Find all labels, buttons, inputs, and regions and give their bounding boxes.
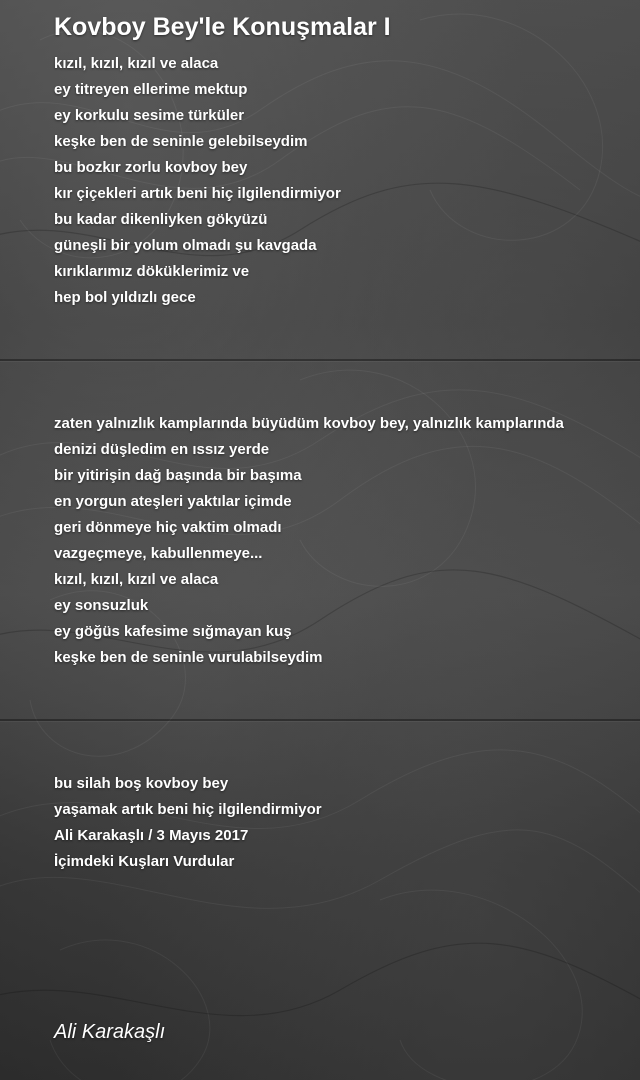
section-divider <box>0 359 640 361</box>
poem-author: Ali Karakaşlı <box>54 1021 166 1043</box>
poem-line: kızıl, kızıl, kızıl ve alaca <box>54 571 219 588</box>
poem-line: vazgeçmeye, kabullenmeye... <box>54 545 263 562</box>
poem-line: ey titreyen ellerime mektup <box>54 81 248 98</box>
poem-line: yaşamak artık beni hiç ilgilendirmiyor <box>54 801 322 818</box>
poem-title: Kovboy Bey'le Konuşmalar I <box>54 13 391 41</box>
poem-line: bu kadar dikenliyken gökyüzü <box>54 211 268 228</box>
poem-line: keşke ben de seninle gelebilseydim <box>54 133 308 150</box>
stanza-2 <box>54 411 564 671</box>
poem-line: İçimdeki Kuşları Vurdular <box>54 853 235 870</box>
poem-line: kızıl, kızıl, kızıl ve alaca <box>54 55 219 72</box>
poem-line: denizi düşledim en ıssız yerde <box>54 441 270 458</box>
poem-line: güneşli bir yolum olmadı şu kavgada <box>54 237 317 254</box>
poem-line: bu silah boş kovboy bey <box>54 775 229 792</box>
poem-line: geri dönmeye hiç vaktim olmadı <box>54 519 282 536</box>
stanza-1 <box>54 51 341 311</box>
poem-line: kır çiçekleri artık beni hiç ilgilendirmiyor <box>54 185 341 202</box>
section-divider <box>0 719 640 721</box>
poem-line: ey korkulu sesime türküler <box>54 107 245 124</box>
poem-line: bir yitirişin dağ başında bir başıma <box>54 467 302 484</box>
poem-line: keşke ben de seninle vurulabilseydim <box>54 649 323 666</box>
poem-line: kırıklarımız döküklerimiz ve <box>54 263 250 280</box>
stanza-3 <box>54 771 322 875</box>
poem-line: ey göğüs kafesime sığmayan kuş <box>54 623 292 640</box>
poem-line: en yorgun ateşleri yaktılar içimde <box>54 493 292 510</box>
poem-line: ey sonsuzluk <box>54 597 149 614</box>
poem-line: Ali Karakaşlı / 3 Mayıs 2017 <box>54 827 249 844</box>
poem-line: bu bozkır zorlu kovboy bey <box>54 159 248 176</box>
poem-line: hep bol yıldızlı gece <box>54 289 196 306</box>
poem-line: zaten yalnızlık kamplarında büyüdüm kovboy bey, yalnızlık kamplarında <box>54 415 564 432</box>
